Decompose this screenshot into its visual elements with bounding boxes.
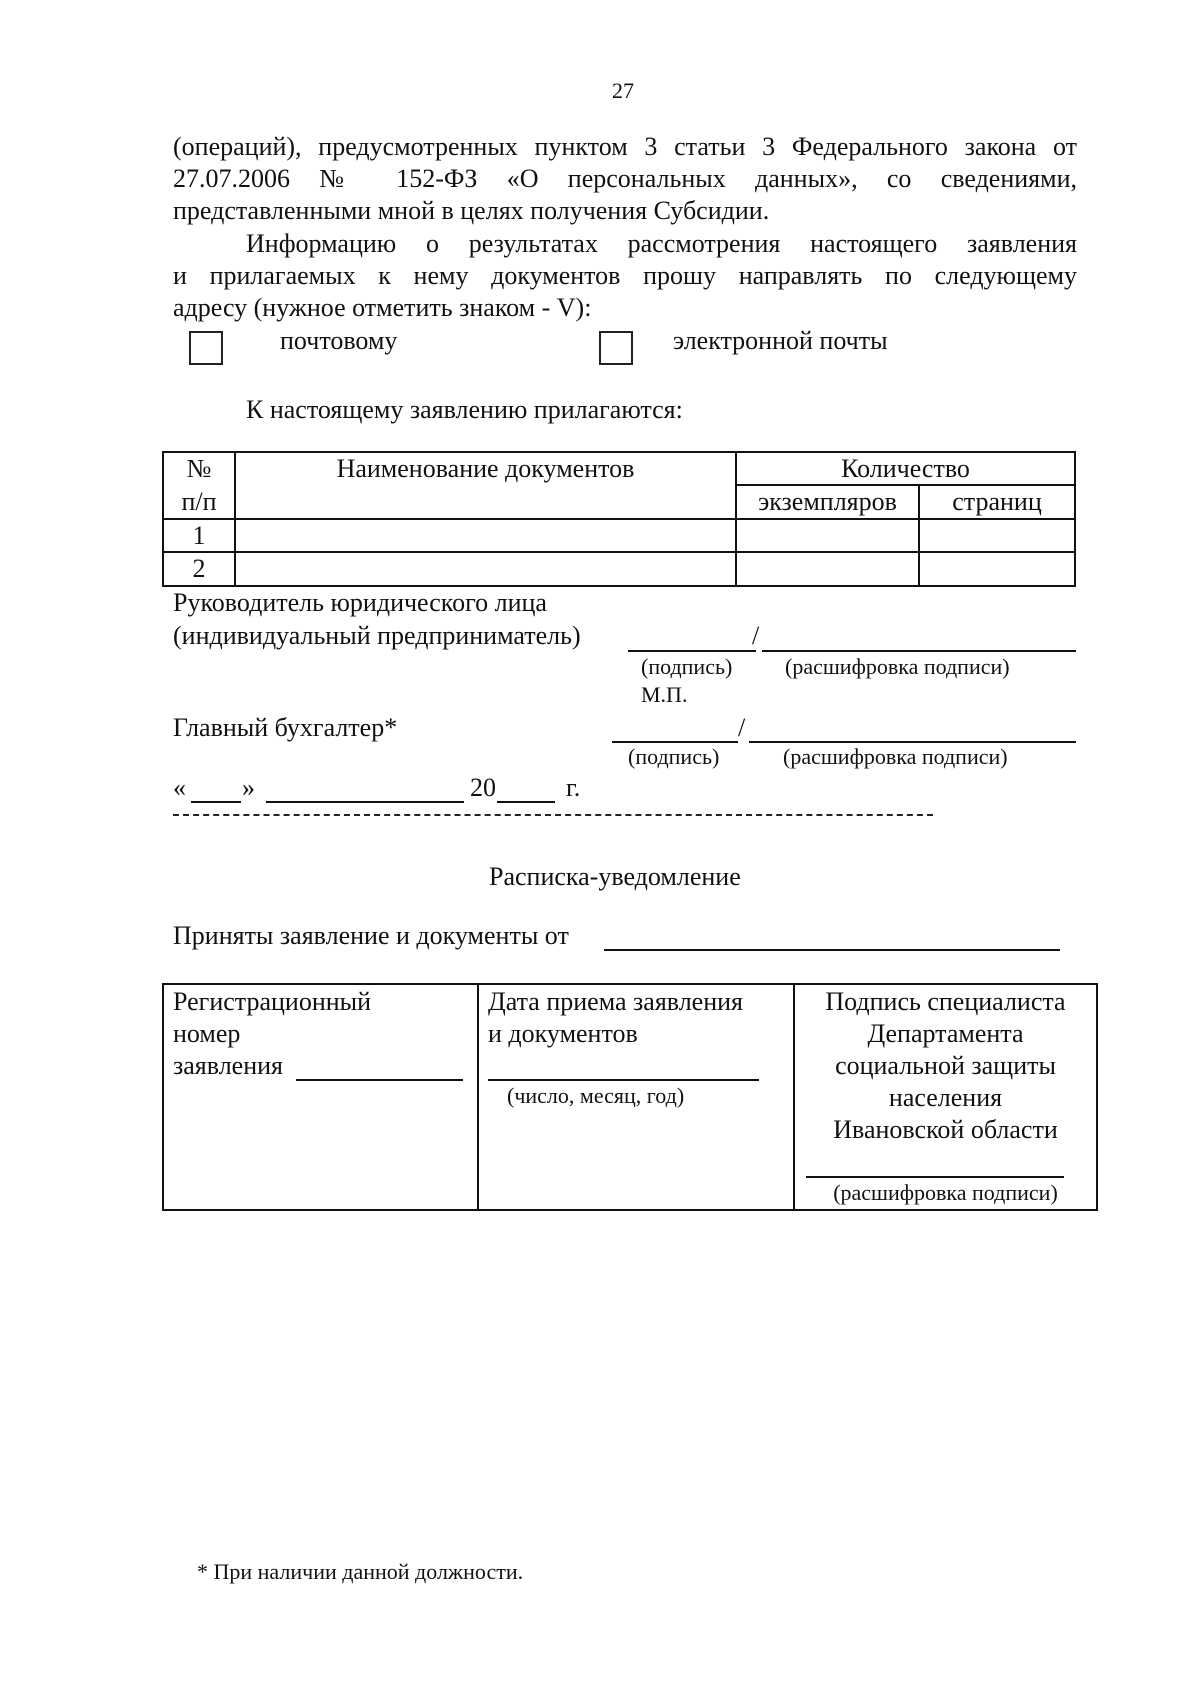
paragraph-line: и прилагаемых к нему документов прошу направлять по следующему (173, 261, 1077, 290)
email-checkbox[interactable] (599, 331, 633, 365)
specialist-label: социальной защиты (835, 1051, 1056, 1080)
date-month-line[interactable] (266, 801, 464, 803)
table-border (162, 551, 1076, 553)
specialist-label: Департамента (867, 1019, 1024, 1048)
date-day-line[interactable] (191, 801, 241, 803)
table-border (162, 983, 164, 1211)
date-received-line[interactable] (488, 1079, 759, 1081)
received-from-line[interactable] (604, 949, 1060, 951)
reg-number-line[interactable] (296, 1079, 463, 1081)
header-quantity: Количество (841, 454, 970, 483)
header-number-sub: п/п (181, 487, 217, 516)
signature-caption: (подпись) (628, 744, 720, 769)
paragraph-line: представленными мной в целях получения Субсидии. (173, 196, 770, 225)
date-received-caption: (число, месяц, год) (507, 1083, 685, 1108)
header-pages: страниц (952, 487, 1042, 516)
decoding-caption: (расшифровка подписи) (783, 744, 1008, 769)
head-title-line2: (индивидуальный предприниматель) (173, 621, 581, 650)
head-title-line1: Руководитель юридического лица (173, 588, 547, 617)
receipt-title: Расписка-уведомление (489, 862, 741, 891)
head-decoding-line[interactable] (762, 650, 1076, 652)
header-doc-name: Наименование документов (336, 454, 635, 483)
paragraph-info (246, 228, 1077, 260)
table-border (162, 518, 1076, 520)
header-copies: экземпляров (758, 487, 897, 516)
row-number: 2 (192, 554, 206, 583)
paragraph-consent (173, 131, 1077, 195)
date-close-quote: » (242, 773, 255, 802)
footnote: * При наличии данной должности. (197, 1559, 524, 1584)
head-signature-line[interactable] (628, 650, 756, 652)
paragraph-info-cont (173, 260, 1077, 292)
paragraph-line: (операций), предусмотренных пунктом 3 статьи 3 Федерального закона от (173, 132, 1077, 161)
specialist-label: населения (888, 1083, 1003, 1112)
row-number: 1 (192, 521, 206, 550)
table-border (1074, 451, 1076, 587)
reg-number-label: номер (173, 1019, 241, 1048)
postal-checkbox[interactable] (189, 331, 223, 365)
paragraph-line: адресу (нужное отметить знаком - V): (173, 293, 592, 322)
date-year-suffix: г. (566, 773, 581, 802)
accountant-signature-line[interactable] (612, 741, 738, 743)
date-received-label: и документов (488, 1019, 638, 1048)
table-border (162, 983, 1098, 985)
stamp-label: М.П. (641, 682, 688, 707)
specialist-label: Ивановской области (833, 1115, 1058, 1144)
table-border (162, 1209, 1098, 1211)
table-border (477, 983, 479, 1211)
cut-line (173, 814, 933, 816)
slash: / (738, 713, 746, 742)
page-number: 27 (612, 78, 634, 103)
specialist-decoding-caption: (расшифровка подписи) (833, 1180, 1058, 1205)
header-number: № (186, 454, 212, 483)
date-year-prefix: 20 (470, 773, 496, 802)
paragraph-line: Информацию о результатах рассмотрения настоящего заявления (246, 229, 1077, 258)
accountant-decoding-line[interactable] (749, 741, 1076, 743)
decoding-caption: (расшифровка подписи) (785, 654, 1010, 679)
postal-option-label: почтовому (280, 326, 398, 355)
received-from-label: Приняты заявление и документы от (173, 921, 569, 950)
date-year-line[interactable] (497, 801, 555, 803)
chief-accountant-label: Главный бухгалтер* (173, 713, 398, 742)
paragraph-line: 27.07.2006 № 152-ФЗ «О персональных данных», со сведениями, (173, 164, 1077, 193)
attachments-heading: К настоящему заявлению прилагаются: (246, 395, 683, 424)
signature-caption: (подпись) (641, 654, 733, 679)
email-option-label: электронной почты (673, 326, 888, 355)
date-open-quote: « (173, 773, 186, 802)
date-received-label: Дата приема заявления (488, 987, 744, 1016)
specialist-signature-line[interactable] (806, 1176, 1064, 1178)
reg-number-label: заявления (173, 1051, 284, 1080)
reg-number-label: Регистрационный (173, 987, 372, 1016)
slash: / (752, 621, 760, 650)
specialist-label: Подпись специалиста (825, 987, 1066, 1016)
table-border (1096, 983, 1098, 1211)
